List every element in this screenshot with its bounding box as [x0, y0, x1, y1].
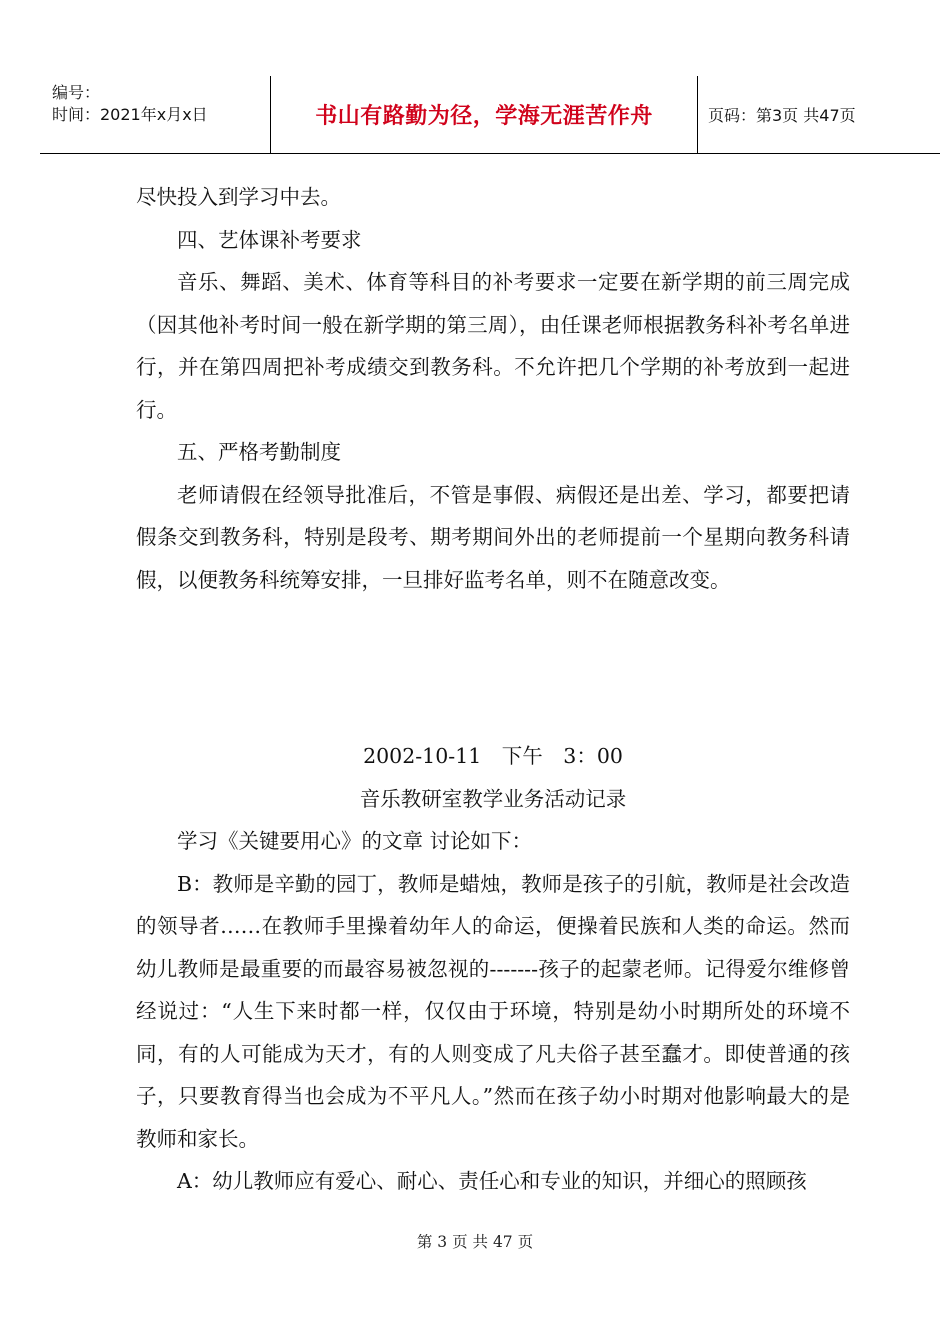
page-footer: 第 3 页 共 47 页: [416, 1233, 534, 1251]
paragraph-art-makeup-exam: 音乐、舞蹈、美术、体育等科目的补考要求一定要在新学期的前三周完成（因其他补考时间一般在新学期的第三周），由任课老师根据教务科补考名单进行，并在第四周把补考成绩交到教务科。不允许把几个学期的补考放到一起进行。: [136, 270, 850, 422]
header-motto: 书山有路勤为径，学海无涯苦作舟: [315, 104, 653, 129]
spacer: [136, 601, 850, 735]
document-time-label: 时间：2021年x月x日: [52, 105, 208, 124]
record-datetime: 2002-10-11 下午 3：00: [363, 744, 623, 768]
section-heading-4: 四、艺体课补考要求: [177, 227, 362, 252]
paragraph-continuation: 尽快投入到学习中去。: [136, 185, 341, 209]
document-number-label: 编号：: [52, 83, 101, 102]
header-meta: [40, 76, 270, 153]
paragraph-discussion-a: A：幼儿教师应有爱心、耐心、责任心和专业的知识，并细心的照顾孩: [177, 1169, 807, 1193]
header-page-info: 页码：第3页 共47页: [708, 106, 856, 125]
document-body: [136, 176, 850, 1203]
page-header: [40, 76, 940, 154]
paragraph-attendance: 老师请假在经领导批准后，不管是事假、病假还是出差、学习，都要把请假条交到教务科，特别是段考、期考期间外出的老师提前一个星期向教务科请假，以便教务科统筹安排，一旦排好监考名单，则不在随意改变。: [136, 482, 850, 592]
section-heading-5: 五、严格考勤制度: [177, 440, 341, 464]
record-title: 音乐教研室教学业务活动记录: [359, 786, 627, 811]
paragraph-discussion-b: B：教师是辛勤的园丁，教师是蜡烛，教师是孩子的引航，教师是社会改造的领导者……在教师手里操着幼年人的命运，便操着民族和人类的命运。然而幼儿教师是最重要的而最容易被忽视的-------孩子的起蒙老师。记得爱尔维修曾经说过：“人生下来时都一样，仅仅由于环境，特别是幼小时期所处的环境不同，有的人可能成为天才，有的人则变成了凡夫俗子甚至蠢才。即使普通的孩子，只要教育得当也会成为不平凡人。”然而在孩子幼小时期对他影响最大的是教师和家长。: [136, 871, 850, 1151]
paragraph-study-topic: 学习《关键要用心》的文章 讨论如下：: [177, 829, 533, 853]
header-motto-cell: [270, 76, 698, 153]
header-page-cell: [696, 76, 940, 153]
